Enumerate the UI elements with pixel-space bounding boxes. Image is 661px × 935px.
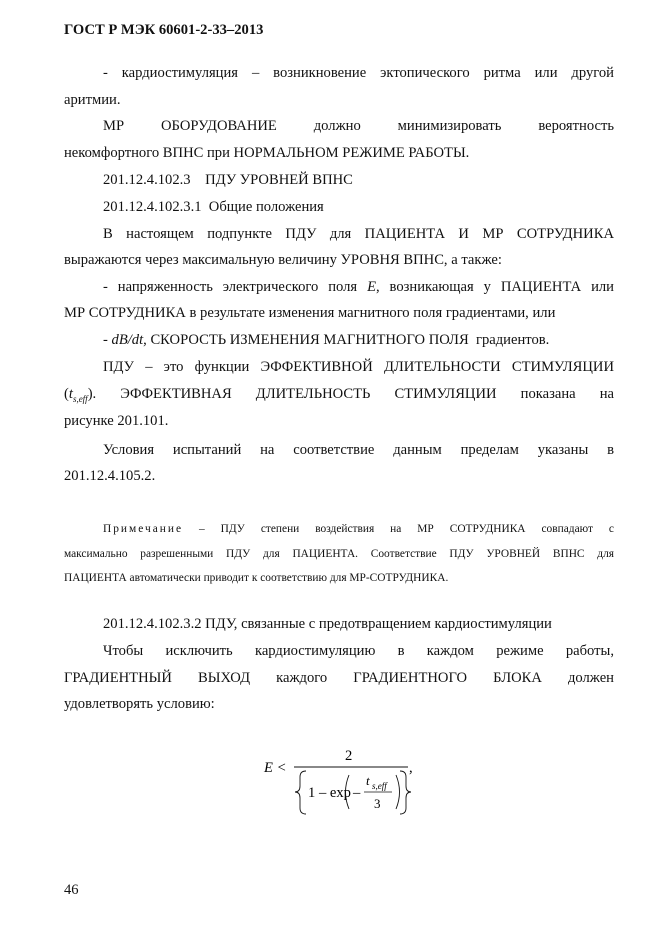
paragraph-line: - напряженность электрического поля E, возникающая у ПАЦИЕНТА или <box>103 279 614 295</box>
paragraph-line: МР ОБОРУДОВАНИЕ должно минимизировать вероятность <box>103 118 614 134</box>
formula-lhs: E < <box>264 760 287 776</box>
formula-one-minus-exp: 1 – exp <box>308 785 351 801</box>
paragraph-line: аритмии. <box>64 92 121 108</box>
right-paren <box>396 775 400 809</box>
formula-t: t <box>366 773 370 788</box>
left-brace <box>295 771 306 814</box>
section-heading: 201.12.4.102.3.1 Общие положения <box>103 199 324 215</box>
paragraph-line: В настоящем подпункте ПДУ для ПАЦИЕНТА И МР СОТРУДНИКА <box>103 226 614 242</box>
formula <box>262 745 432 820</box>
paragraph-line: удовлетворять условию: <box>64 696 215 712</box>
note-label: Примечание <box>103 523 184 535</box>
paragraph-line: ПДУ – это функции ЭФФЕКТИВНОЙ ДЛИТЕЛЬНОСТИ СТИМУЛЯЦИИ <box>103 359 614 375</box>
paragraph-line: Чтобы исключить кардиостимуляцию в каждом режиме работы, <box>103 643 614 659</box>
paragraph-line: Условия испытаний на соответствие данным пределам указаны в <box>103 442 614 458</box>
paragraph-line: - dB/dt, СКОРОСТЬ ИЗМЕНЕНИЯ МАГНИТНОГО ПОЛЯ градиентов. <box>103 332 550 348</box>
paragraph-line: - кардиостимуляция – возникновение эктопического ритма или другой <box>103 65 614 81</box>
note-line: ПАЦИЕНТА автоматически приводит к соответствию для МР-СОТРУДНИКА. <box>64 572 449 584</box>
note-line: Примечание – ПДУ степени воздействия на МР СОТРУДНИКА совпадают с <box>103 523 614 535</box>
formula-t-subscript: s,eff <box>372 781 387 791</box>
formula-comma: , <box>409 760 413 776</box>
paragraph-line: рисунке 201.101. <box>64 413 169 429</box>
section-heading: 201.12.4.102.3 ПДУ УРОВНЕЙ ВПНС <box>103 172 353 188</box>
document-header: ГОСТ Р МЭК 60601-2-33–2013 <box>64 22 264 38</box>
paragraph-line: 201.12.4.105.2. <box>64 468 156 484</box>
paragraph-line: некомфортного ВПНС при НОРМАЛЬНОМ РЕЖИМЕ РАБОТЫ. <box>64 145 470 161</box>
paragraph-line: ГРАДИЕНТНЫЙ ВЫХОД каждого ГРАДИЕНТНОГО БЛОКА должен <box>64 670 614 686</box>
formula-denominator-3: 3 <box>374 796 381 811</box>
formula-numerator: 2 <box>345 748 353 764</box>
paragraph-line: выражаются через максимальную величину УРОВНЯ ВПНС, а также: <box>64 252 502 268</box>
note-line: максимально разрешенными ПДУ для ПАЦИЕНТА. Соответствие ПДУ УРОВНЕЙ ВПНС для <box>64 548 614 560</box>
right-brace <box>400 771 411 814</box>
paragraph-line: $(t_{s,eff})$. ЭФФЕКТИВНАЯ ДЛИТЕЛЬНОСТЬ СТИМУЛЯЦИИ показана на <box>64 386 614 404</box>
page-number: 46 <box>64 882 79 898</box>
section-heading: 201.12.4.102.3.2 ПДУ, связанные с предотвращением кардиостимуляции <box>103 616 552 632</box>
paragraph-line: МР СОТРУДНИКА в результате изменения магнитного поля градиентами, или <box>64 305 556 321</box>
formula-minus: – <box>353 785 361 801</box>
